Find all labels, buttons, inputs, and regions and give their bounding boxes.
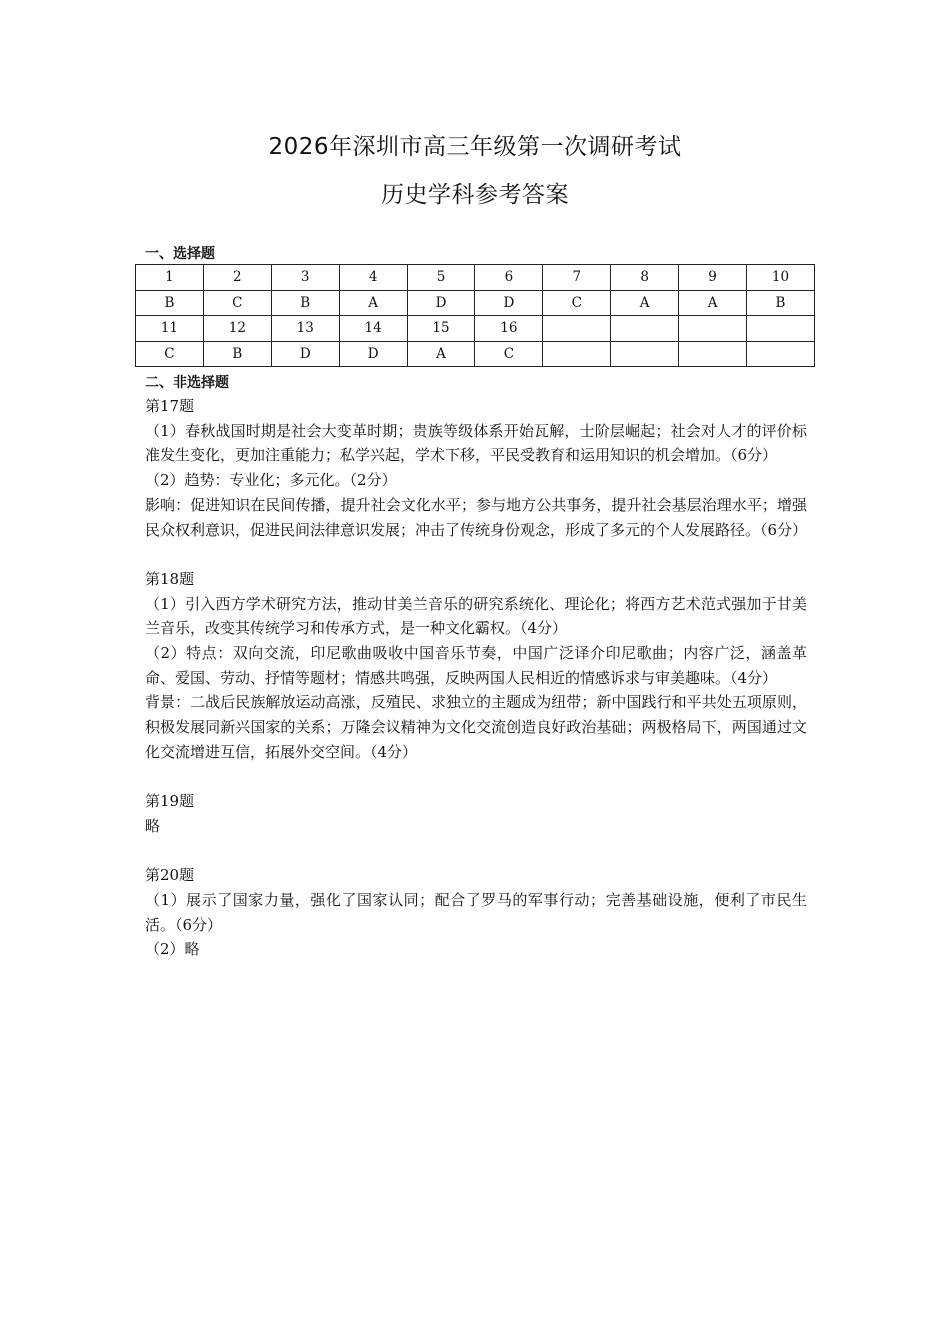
answer-cell: A bbox=[339, 290, 407, 316]
question-number-cell: 13 bbox=[271, 316, 339, 342]
answer-cell: B bbox=[271, 290, 339, 316]
section-heading-nonchoice: 二、非选择题 bbox=[145, 375, 229, 391]
question-number-row bbox=[136, 265, 815, 291]
answer-cell: B bbox=[203, 341, 271, 367]
question-17-impact: 影响：促进知识在民间传播，提升社会文化水平；参与地方公共事务，提升社会基层治理水平；增强民众权利意识，促进民间法律意识发展；冲击了传统身份观念，形成了多元的个人发展路径。（6分） bbox=[145, 495, 808, 539]
answer-cell: C bbox=[475, 341, 543, 367]
answer-cell: D bbox=[271, 341, 339, 367]
answer-cell: A bbox=[407, 341, 475, 367]
question-19-answer: 略 bbox=[145, 816, 161, 835]
answer-row bbox=[136, 341, 815, 367]
answer-cell: D bbox=[339, 341, 407, 367]
question-17-part1: （1）春秋战国时期是社会大变革时期；贵族等级体系开始瓦解，士阶层崛起；社会对人才的评价标准发生变化，更加注重能力；私学兴起，学术下移，平民受教育和运用知识的机会增加。（6分） bbox=[145, 421, 807, 465]
answer-cell: C bbox=[203, 290, 271, 316]
question-17-label: 第17题 bbox=[145, 397, 195, 415]
question-number-cell bbox=[543, 316, 611, 342]
question-number-cell: 3 bbox=[271, 265, 339, 291]
question-number-cell: 1 bbox=[136, 265, 204, 291]
answer-cell bbox=[611, 341, 679, 367]
question-18-part1: （1）引入西方学术研究方法，推动甘美兰音乐的研究系统化、理论化；将西方艺术范式强加于甘美兰音乐，改变其传统学习和传承方式，是一种文化霸权。（4分） bbox=[145, 594, 807, 638]
answer-cell: C bbox=[543, 290, 611, 316]
question-number-cell bbox=[747, 316, 815, 342]
question-number-cell: 8 bbox=[611, 265, 679, 291]
question-19-label: 第19题 bbox=[145, 792, 195, 811]
question-number-row bbox=[136, 316, 815, 342]
question-number-cell: 6 bbox=[475, 265, 543, 291]
page-subtitle: 历史学科参考答案 bbox=[381, 182, 569, 208]
answer-row bbox=[136, 290, 815, 316]
question-number-cell: 16 bbox=[475, 316, 543, 342]
question-number-cell bbox=[611, 316, 679, 342]
question-number-cell: 5 bbox=[407, 265, 475, 291]
question-20-part2: （2）略 bbox=[145, 940, 200, 959]
spacer bbox=[145, 542, 807, 567]
answer-cell bbox=[679, 341, 747, 367]
question-17-part2: （2）趋势：专业化；多元化。（2分） bbox=[145, 471, 397, 490]
answer-cell bbox=[543, 341, 611, 367]
answer-cell: B bbox=[747, 290, 815, 316]
answer-cell bbox=[747, 341, 815, 367]
question-20-label: 第20题 bbox=[145, 866, 195, 885]
spacer bbox=[145, 765, 807, 790]
question-18-label: 第18题 bbox=[145, 569, 195, 588]
question-18-background: 背景：二战后民族解放运动高涨，反殖民、求独立的主题成为纽带；新中国践行和平共处五项原则，积极发展同新兴国家的关系；万隆会议精神为文化交流创造良好政治基础；两极格局下，两国通过文化交流增进互信，拓展外交空间。（4分） bbox=[145, 693, 807, 761]
question-18-part2: （2）特点：双向交流，印尼歌曲吸收中国音乐节奏，中国广泛译介印尼歌曲；内容广泛，涵盖革命、爱国、劳动、抒情等题材；情感共鸣强，反映两国人民相近的情感诉求与审美趣味。（4分） bbox=[145, 644, 807, 687]
spacer bbox=[145, 839, 807, 864]
question-number-cell: 14 bbox=[339, 316, 407, 342]
answer-cell: C bbox=[136, 341, 204, 367]
question-number-cell: 10 bbox=[747, 265, 815, 291]
nonchoice-answers bbox=[145, 394, 807, 962]
question-number-cell: 9 bbox=[679, 265, 747, 291]
question-number-cell: 7 bbox=[543, 265, 611, 291]
answer-cell: B bbox=[136, 290, 204, 316]
question-number-cell: 12 bbox=[203, 316, 271, 342]
answer-cell: D bbox=[407, 290, 475, 316]
answer-cell: A bbox=[679, 290, 747, 316]
answer-cell: D bbox=[475, 290, 543, 316]
choice-answer-table bbox=[135, 264, 815, 367]
question-number-cell: 2 bbox=[203, 265, 271, 291]
question-number-cell: 15 bbox=[407, 316, 475, 342]
question-number-cell: 11 bbox=[136, 316, 204, 342]
page-title: 2026年深圳市高三年级第一次调研考试 bbox=[268, 134, 682, 160]
section-heading-choice: 一、选择题 bbox=[145, 246, 215, 262]
question-20-part1: （1）展示了国家力量，强化了国家认同；配合了罗马的军事行动；完善基础设施，便利了市民生活。（6分） bbox=[145, 891, 807, 934]
question-number-cell: 4 bbox=[339, 265, 407, 291]
question-number-cell bbox=[679, 316, 747, 342]
answer-cell: A bbox=[611, 290, 679, 316]
